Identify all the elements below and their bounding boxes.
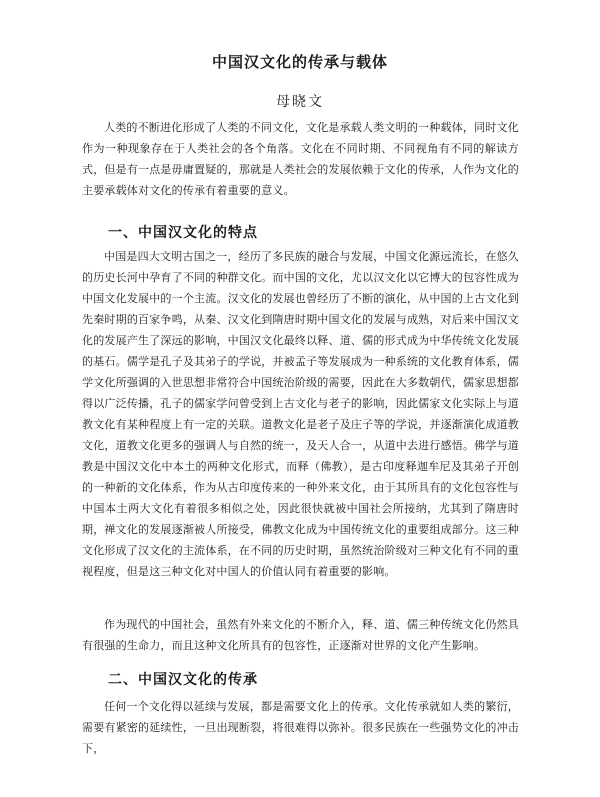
intro-paragraph: 人类的不断进化形成了人类的不同文化，文化是承载人类文明的一种载体，同时文化作为一种现象存在于人类社会的各个角落。文化在不同时期、不同视角有不同的解读方式，但是有一点是毋庸置疑的，那就是人类社会的发展依赖于文化的传承，人作为文化的主要承载体对文化的传承有着重要的意义。 (82, 121, 519, 197)
section-1-paragraph-2: 作为现代的中国社会，虽然有外来文化的不断介入，释、道、儒三种传统文化仍然具有很强的生命力，而且这种文化所具有的包容性，正逐渐对世界的文化产生影响。 (82, 618, 519, 652)
section-heading-1: 一、中国汉文化的特点 (108, 225, 258, 241)
section-2-paragraph-1: 任何一个文化得以延续与发展，都是需要文化上的传承。文化传承就如人类的繁衍，需要有紧密的延续性，一旦出现断裂，将很难得以弥补。很多民族在一些强势文化的冲击下， (82, 700, 519, 755)
section-heading-2: 二、中国汉文化的传承 (108, 672, 258, 688)
section-1-paragraph-1: 中国是四大文明古国之一，经历了多民族的融合与发展，中国文化源远流长，在悠久的历史长河中孕育了不同的种群文化。而中国的文化，尤以汉文化以它博大的包容性成为中国文化发展中的一个主流。汉文化的发展也曾经历了不断的演化，从中国的上古文化到先秦时期的百家争鸣，从秦、汉文化到隋唐时期中国文化的发展与成熟，对后来中国汉文化的发展产生了深远的影响，中国汉文化最终以释、道、儒的形式成为中华传统文化发展的基石。儒学是孔子及其弟子的学说，并被孟子等发展成为一种系统的文化教育体系，儒学文化所强调的入世思想非常符合中国统治阶级的需要，因此在大多数朝代，儒家思想都得以广泛传播，孔子的儒家学问曾受到上古文化与老子的影响，因此儒家文化实际上与道教文化有某种程度上有一定的关联。道教文化是老子及庄子等的学说，并逐渐演化成道教文化，道教文化更多的强调人与自然的统一，及天人合一，从道中去进行感悟。佛学与道教是中国汉文化中本土的两种文化形式，而释（佛教），是古印度释迦牟尼及其弟子开创的一种新的文化体系，作为从古印度传来的一种外来文化，由于其所具有的文化包容性与中国本土两大文化有着很多相似之处，因此很快就被中国社会所接纳，尤其到了隋唐时期，禅文化的发展逐渐被人所接受，佛教文化成为中国传统文化的重要组成部分。这三种文化形成了汉文化的主流体系，在不同的历史时期，虽然统治阶级对三种文化有不同的重视程度，但是这三种文化对中国人的价值认同有着重要的影响。 (82, 250, 519, 578)
author-name: 母晓文 (276, 94, 324, 110)
paper-title: 中国汉文化的传承与载体 (211, 53, 388, 71)
